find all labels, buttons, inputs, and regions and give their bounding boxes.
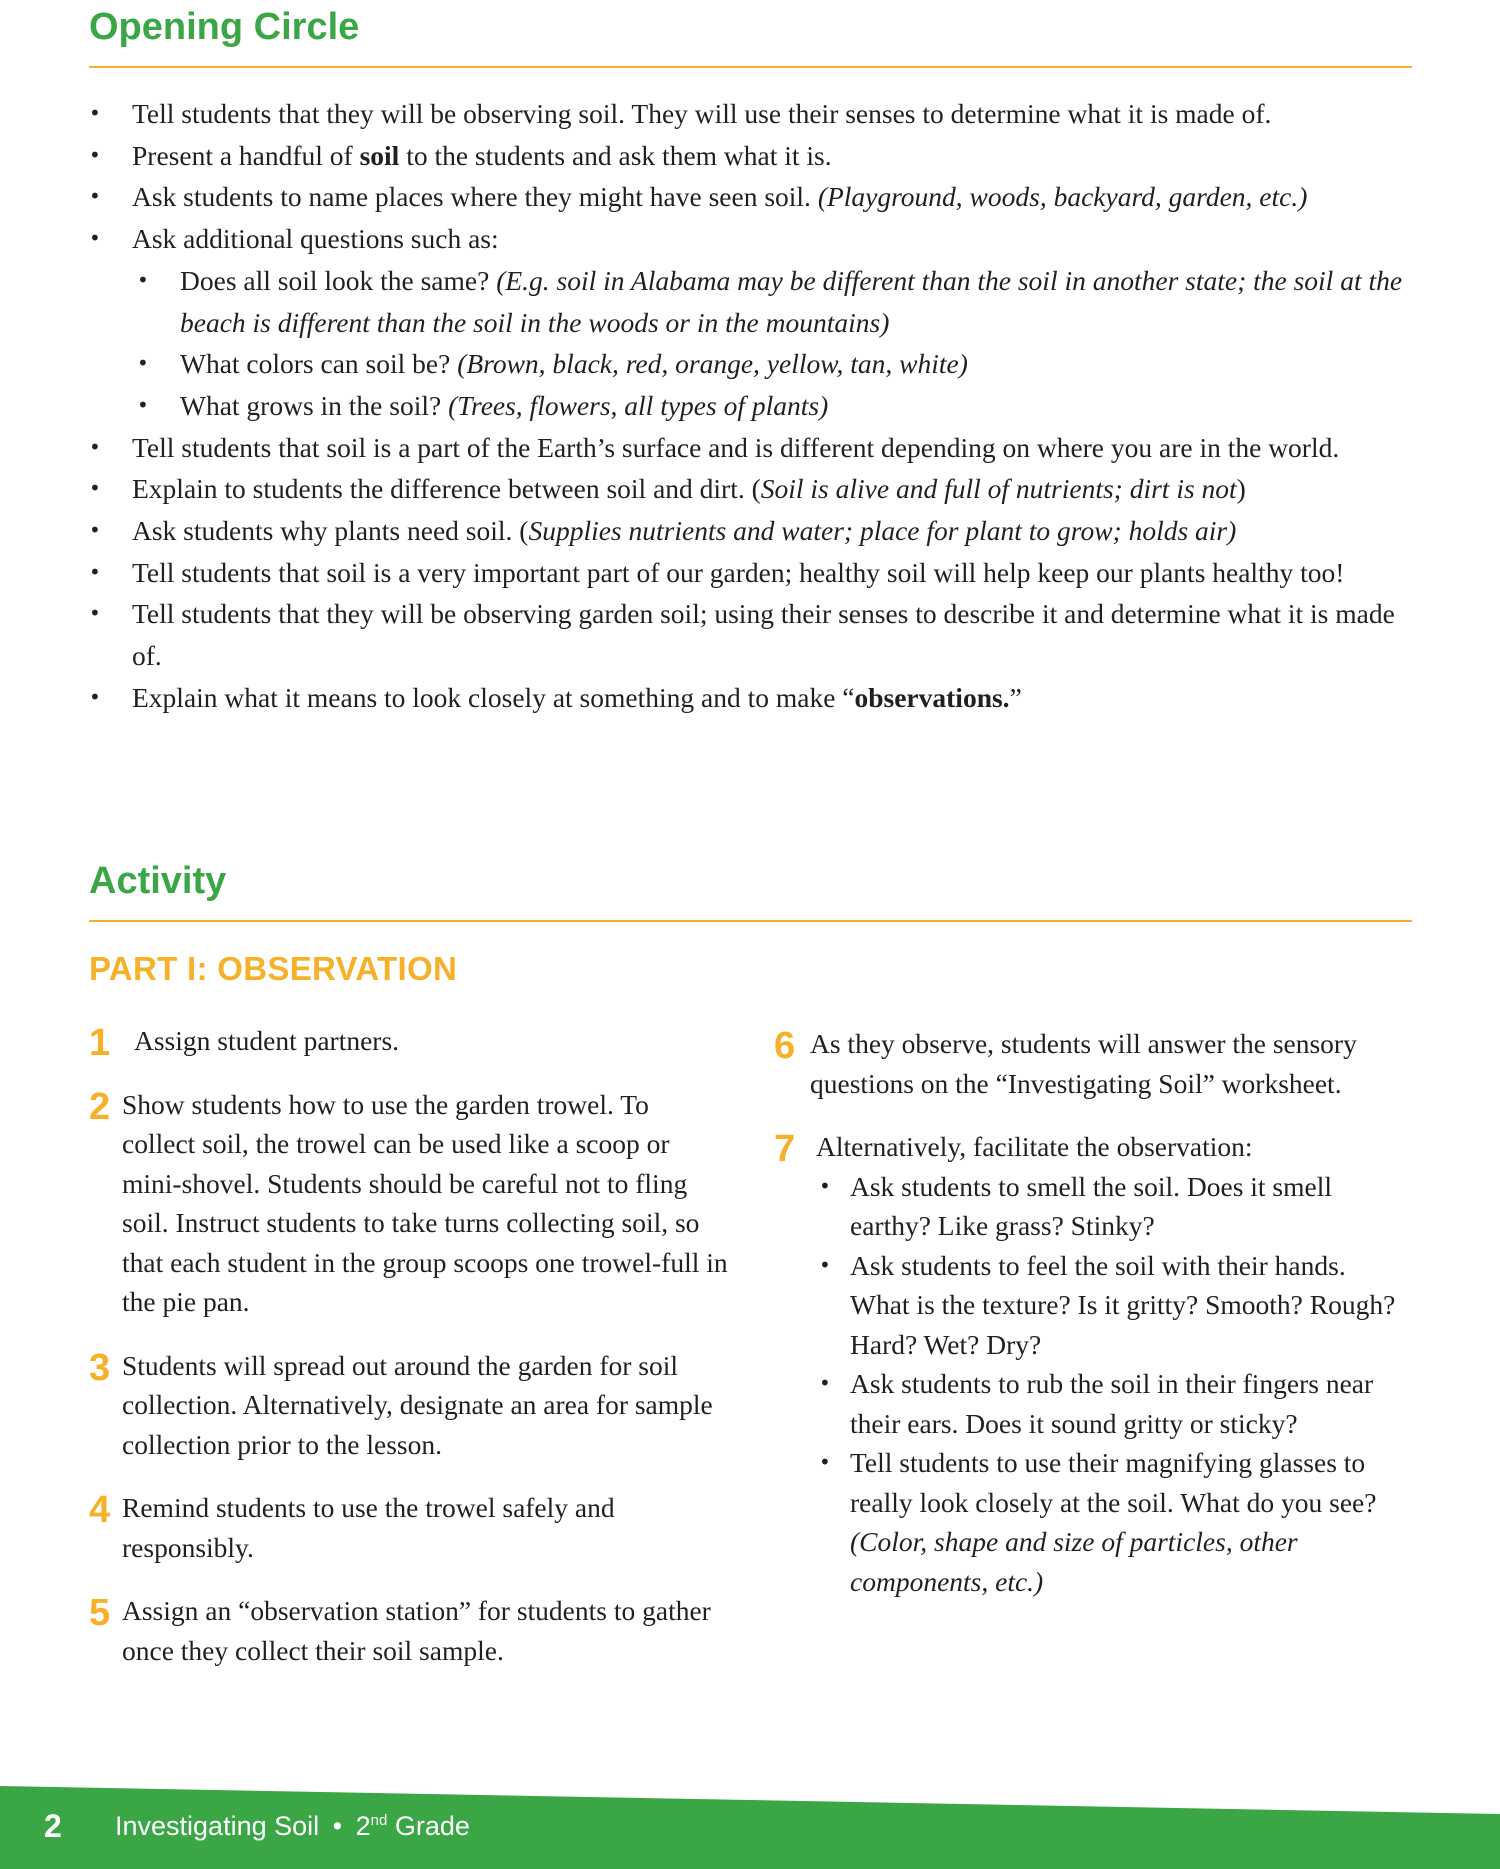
part-heading: PART I: OBSERVATION [89, 950, 458, 987]
sub-list-item: • Ask students to rub the soil in their fingers near their ears. Does it sound gritty or sticky? [819, 1364, 1410, 1443]
list-item: • Tell students that soil is a very important part of our garden; healthy soil will help keep our plants healthy too! [89, 552, 1409, 594]
step-text: Assign student partners. [134, 1025, 400, 1056]
step-number: 1 [89, 1022, 111, 1064]
observation-sub-list [819, 1167, 1410, 1602]
sub-list [137, 260, 1409, 427]
sub-list-item: • What colors can soil be? (Brown, black, red, orange, yellow, tan, white) [137, 343, 1409, 385]
activity-heading: Activity [89, 860, 227, 902]
step-text: Students will spread out around the garden for soil collection. Alternatively, designate an area for sample collection prior to the lesson. [122, 1349, 713, 1460]
list-item: • Ask additional questions such as: • Does all soil look the same? (E.g. soil in Alabama may be different than the soil in another state; the soil at the beach is different than the soil in the woods or in the mountains) • What colors can soil be? (Brown, black, red, orange, yellow, tan, white) • What grows in the soil? (Trees, flowers, all types of plants) [89, 218, 1409, 427]
sub-list-item: • Ask students to smell the soil. Does it smell earthy? Like grass? Stinky? [819, 1167, 1410, 1246]
step-number: 4 [89, 1489, 111, 1531]
list-item: • Tell students that soil is a part of the Earth’s surface and is different depending on where you are in the world. [89, 427, 1409, 469]
step-4 [89, 1488, 729, 1567]
step-text: As they observe, students will answer the sensory questions on the “Investigating Soil” worksheet. [810, 1028, 1357, 1099]
step-text: Assign an “observation station” for students to gather once they collect their soil sample. [122, 1595, 711, 1666]
sub-list-item: • Tell students to use their magnifying glasses to really look closely at the soil. What do you see? (Color, shape and size of particles, other components, etc.) [819, 1443, 1410, 1601]
activity-rule [89, 920, 1412, 922]
step-6 [774, 1024, 1410, 1103]
step-text: Alternatively, facilitate the observation: [816, 1131, 1253, 1162]
step-3 [89, 1346, 729, 1465]
page-number: 2 [44, 1808, 62, 1844]
step-number: 5 [89, 1592, 111, 1634]
list-item: • Ask students why plants need soil. (Supplies nutrients and water; place for plant to grow; holds air) [89, 510, 1409, 552]
opening-circle-rule [89, 66, 1412, 68]
list-item: • Ask students to name places where they might have seen soil. (Playground, woods, backyard, garden, etc.) [89, 176, 1409, 218]
step-5 [89, 1591, 729, 1670]
list-item: • Present a handful of soil to the students and ask them what it is. [89, 135, 1409, 177]
step-7 [774, 1127, 1410, 1601]
step-text: Show students how to use the garden trowel. To collect soil, the trowel can be used like a scoop or mini-shovel. Students should be careful not to fling soil. Instruct students to take turns collecting soil, so that each student in the group scoops one trowel-full in the pie pan. [122, 1088, 728, 1317]
steps-right-column [774, 1024, 1410, 1625]
list-item: • Explain to students the difference between soil and dirt. (Soil is alive and full of nutrients; dirt is not) [89, 468, 1409, 510]
footer-title: Investigating Soil • 2nd Grade [115, 1811, 470, 1841]
step-1 [89, 1021, 729, 1064]
step-number: 3 [89, 1346, 111, 1389]
steps-left-column [89, 1021, 729, 1694]
list-item: • Tell students that they will be observing garden soil; using their senses to describe it and determine what it is made of. [89, 593, 1409, 676]
step-text: Remind students to use the trowel safely and responsibly. [122, 1492, 615, 1563]
opening-circle-heading: Opening Circle [89, 6, 360, 48]
list-item: • Explain what it means to look closely at something and to make “observations.” [89, 677, 1409, 719]
opening-circle-list [89, 93, 1409, 719]
sub-list-item: • Does all soil look the same? (E.g. soil in Alabama may be different than the soil in another state; the soil at the beach is different than the soil in the woods or in the mountains) [137, 260, 1409, 343]
step-number: 7 [774, 1128, 796, 1170]
step-2 [89, 1085, 729, 1322]
footer-separator: • [332, 1811, 343, 1841]
sub-list-item: • Ask students to feel the soil with their hands. What is the texture? Is it gritty? Smooth? Rough? Hard? Wet? Dry? [819, 1246, 1410, 1365]
sub-list-item: • What grows in the soil? (Trees, flowers, all types of plants) [137, 385, 1409, 427]
step-number: 6 [774, 1025, 796, 1067]
list-item: • Tell students that they will be observing soil. They will use their senses to determine what it is made of. [89, 93, 1409, 135]
step-number: 2 [89, 1085, 111, 1128]
